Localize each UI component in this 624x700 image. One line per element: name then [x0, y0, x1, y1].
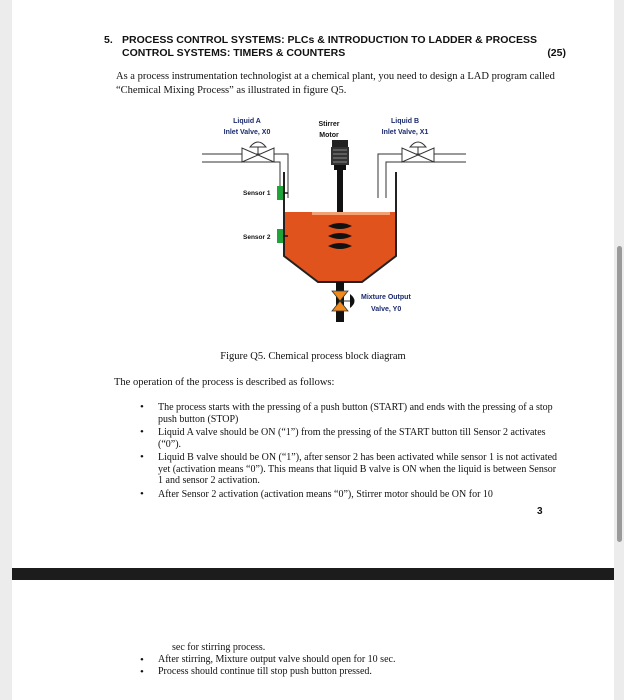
liquid-a-valve-icon — [242, 142, 274, 162]
liquid-b-label-line2: Inlet Valve, X1 — [381, 129, 429, 136]
sensor1-icon — [277, 186, 288, 200]
continuation-text: sec for stirring process. — [172, 642, 266, 653]
viewer-left-margin — [0, 0, 12, 700]
list-item: • Liquid B valve should be ON (“1”), after sensor 2 has been activated while sensor 1 is not activated yet (activation means “0”). This means that liquid B valve is ON when the liquid is between Sensor 1 and sensor 2 activation. — [140, 452, 560, 487]
viewer-right-margin — [614, 0, 624, 700]
liquid-b-valve-icon — [402, 142, 434, 162]
stirrer-blades-icon — [328, 223, 352, 249]
list-item: • Process should continue till stop push button pressed. — [140, 666, 560, 678]
liquid-b-label-line1: Liquid B — [391, 118, 419, 125]
output-valve-label-line2: Valve, Y0 — [371, 306, 402, 313]
stirrer-motor-icon — [331, 140, 349, 170]
sensor1-label: Sensor 1 — [243, 190, 271, 197]
scrollbar-thumb[interactable] — [617, 246, 622, 542]
list-item: • After Sensor 2 activation (activation means “0”), Stirrer motor should be ON for 10 — [140, 489, 560, 501]
liquid-b-pipe — [378, 154, 466, 198]
intro-paragraph: As a process instrumentation technologist at a chemical plant, you need to design a LAD program called “Chemical Mixing Process” as illustrated in figure Q5. — [116, 71, 555, 96]
sensor2-label: Sensor 2 — [243, 234, 271, 241]
chemical-process-diagram — [12, 0, 614, 340]
list-item: • Liquid A valve should be ON (“1”) from the pressing of the START button till Sensor 2 activates (“0”). — [140, 427, 560, 450]
document-page-2 — [12, 580, 614, 700]
page-number: 3 — [537, 506, 543, 517]
question-title-line2: CONTROL SYSTEMS: TIMERS & COUNTERS — [122, 47, 346, 59]
figure-caption: Figure Q5. Chemical process block diagram — [220, 351, 406, 362]
output-valve-label-line1: Mixture Output — [361, 294, 411, 301]
liquid-a-label-line1: Liquid A — [233, 118, 261, 125]
stirrer-label-line2: Motor — [319, 132, 339, 139]
list-item: • The process starts with the pressing of a push button (START) and ends with the pressing of a stop push button (STOP) — [140, 402, 560, 425]
process-steps-list — [140, 402, 560, 502]
document-page-1 — [12, 0, 614, 568]
page-separator — [12, 568, 614, 580]
list-item: • After stirring, Mixture output valve should open for 10 sec. — [140, 654, 560, 666]
mixture-output-valve-icon — [332, 291, 355, 311]
question-marks: (25) — [547, 47, 566, 59]
stirrer-label-line1: Stirrer — [318, 121, 340, 128]
process-steps-list-continued — [140, 654, 560, 678]
question-number: 5. — [104, 34, 113, 46]
process-description-heading: The operation of the process is described as follows: — [114, 377, 335, 388]
question-title-line1: PROCESS CONTROL SYSTEMS: PLCs & INTRODUCTION TO LADDER & PROCESS — [122, 34, 537, 46]
liquid-a-label-line2: Inlet Valve, X0 — [223, 129, 271, 136]
